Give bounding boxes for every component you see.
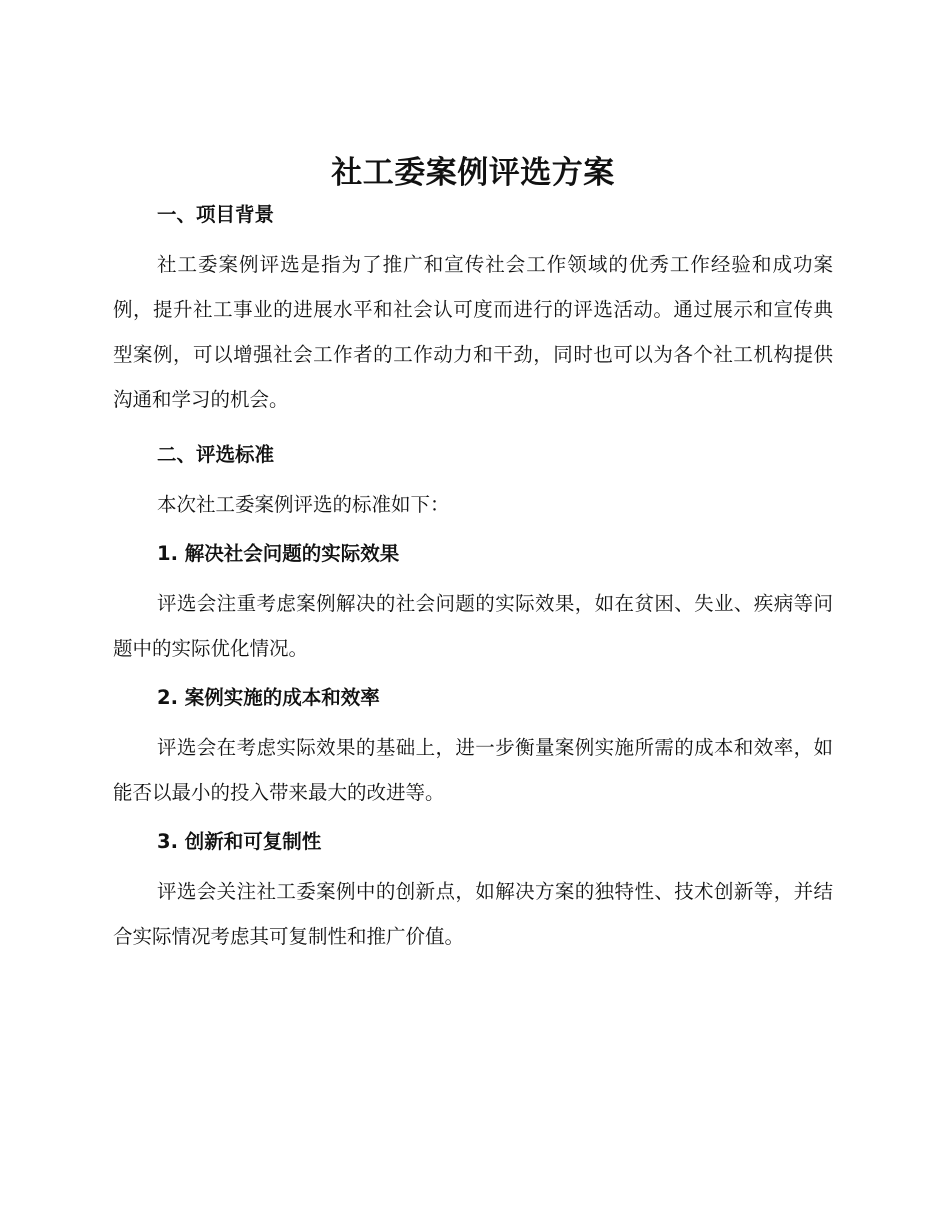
document-title: 社工委案例评选方案: [331, 155, 615, 191]
section-heading-criteria: 二、评选标准: [157, 443, 275, 466]
criterion-paragraph-2: 评选会在考虑实际效果的基础上，进一步衡量案例实施所需的成本和效率，如能否以最小的投入带来最大的改进等。: [113, 736, 833, 804]
document-body: [113, 150, 833, 959]
criterion-paragraph-3: 评选会关注社工委案例中的创新点，如解决方案的独特性、技术创新等，并结合实际情况考虑其可复制性和推广价值。: [113, 880, 833, 948]
criterion-heading-3: 3. 创新和可复制性: [157, 830, 322, 853]
section-heading-background: 一、项目背景: [157, 203, 275, 226]
paragraph-background: 社工委案例评选是指为了推广和宣传社会工作领域的优秀工作经验和成功案例，提升社工事业的进展水平和社会认可度而进行的评选活动。通过展示和宣传典型案例，可以增强社会工作者的工作动力和干劲，同时也可以为各个社工机构提供沟通和学习的机会。: [113, 253, 833, 411]
criterion-heading-2: 2. 案例实施的成本和效率: [157, 686, 380, 709]
paragraph-criteria-intro: 本次社工委案例评选的标准如下：: [157, 493, 450, 516]
criterion-heading-1: 1. 解决社会问题的实际效果: [157, 542, 400, 565]
criterion-paragraph-1: 评选会注重考虑案例解决的社会问题的实际效果，如在贫困、失业、疾病等问题中的实际优化情况。: [113, 592, 833, 660]
